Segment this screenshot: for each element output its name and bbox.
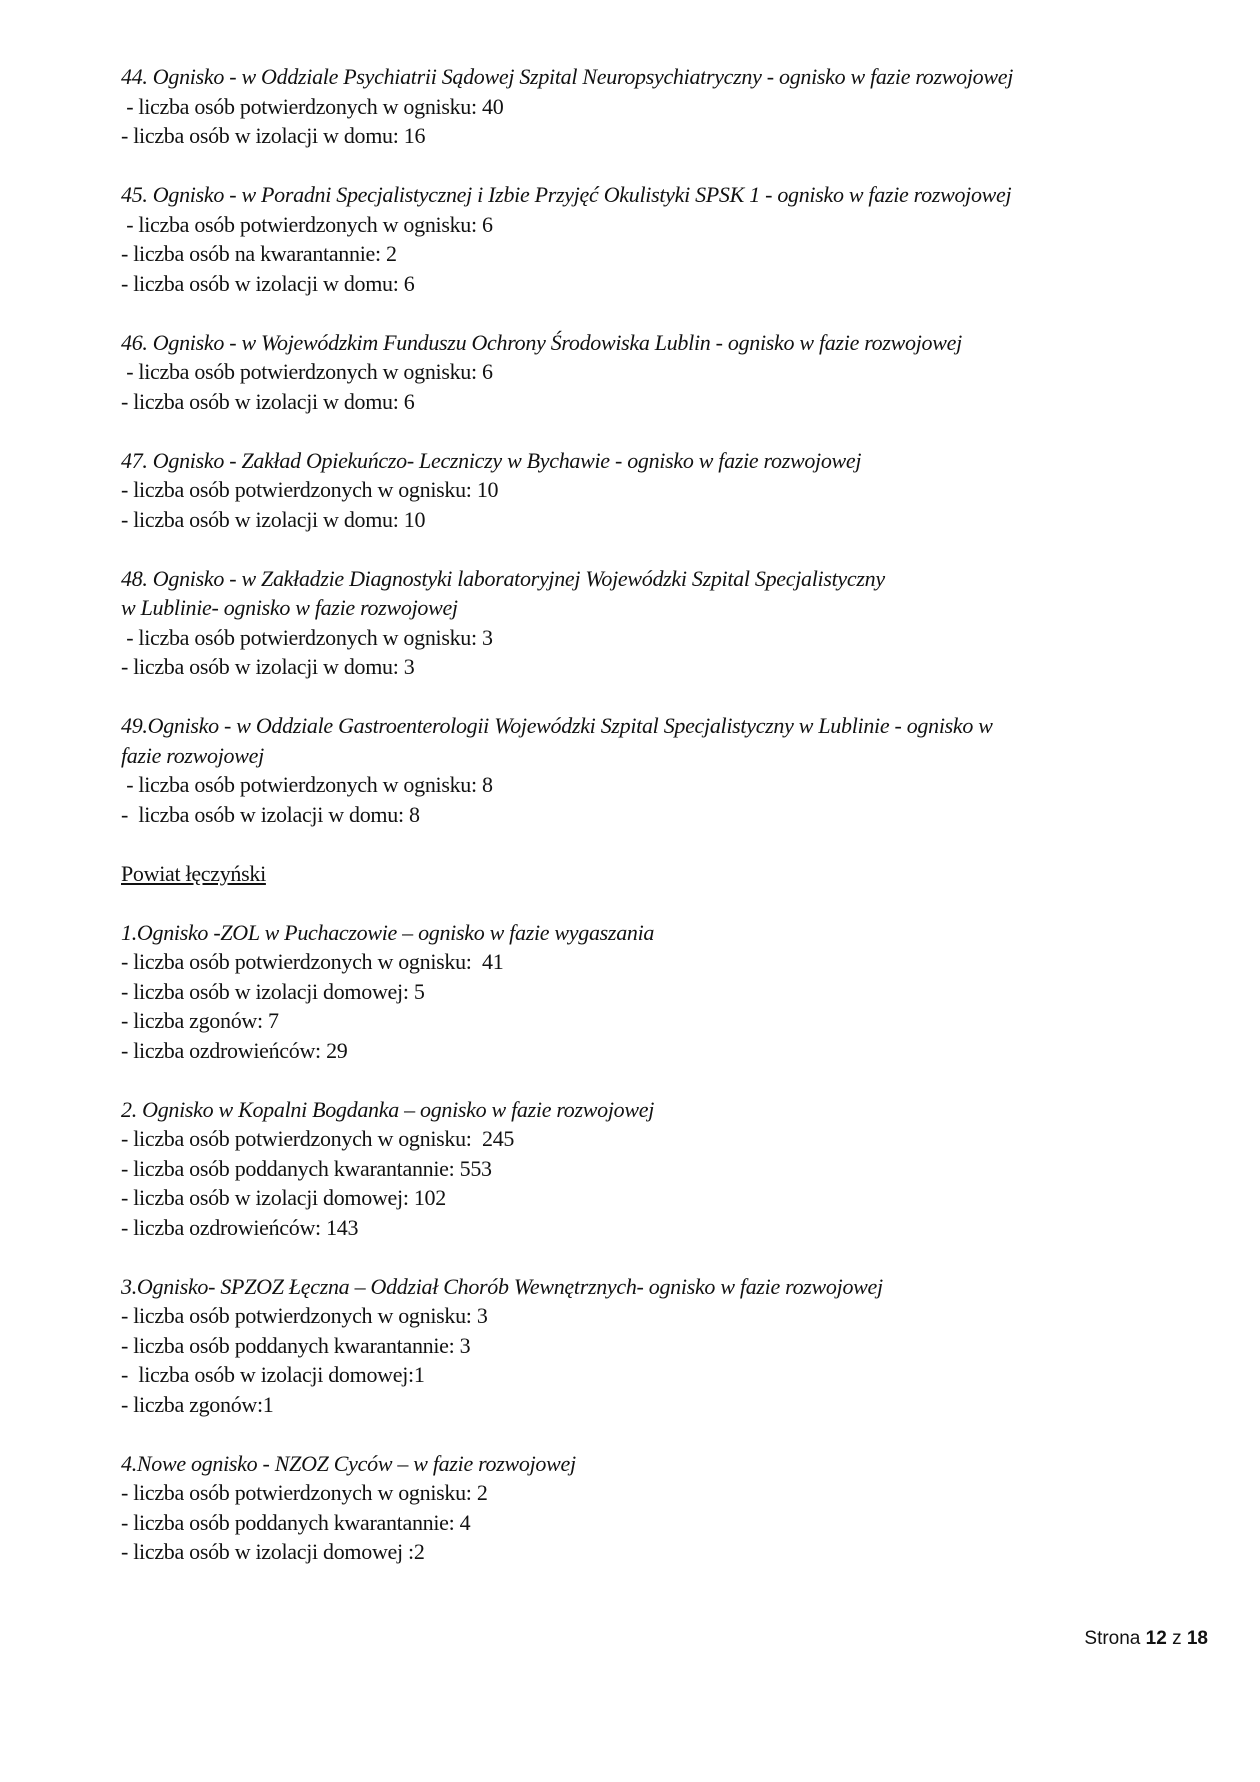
outbreak-entry [121, 564, 1221, 682]
page-number [1084, 1628, 1208, 1650]
total-pages: 18 [1186, 1628, 1208, 1649]
outbreak-stat: - liczba osób potwierdzonych w ognisku: 10 [121, 477, 499, 502]
outbreak-stat: - liczba osób potwierdzonych w ognisku: 6 [121, 359, 493, 384]
outbreak-entry [121, 1095, 1221, 1243]
outbreak-heading: 49.Ognisko - w Oddziale Gastroenterologii Wojewódzki Szpital Specjalistyczny w Lublinie - ognisko w fazie rozwojowej [121, 713, 993, 768]
outbreak-stat: - liczba osób potwierdzonych w ognisku: 41 [121, 949, 504, 974]
outbreak-stat: - liczba osób w izolacji domowej: 102 [121, 1185, 446, 1210]
outbreak-heading: 3.Ognisko- SPZOZ Łęczna – Oddział Chorób Wewnętrznych- ognisko w fazie rozwojowej [121, 1273, 883, 1299]
outbreak-heading: 4.Nowe ognisko - NZOZ Cyców – w fazie rozwojowej [121, 1450, 576, 1476]
outbreak-stat: - liczba ozdrowieńców: 143 [121, 1214, 359, 1240]
section-title: Powiat łęczyński [121, 860, 266, 886]
outbreak-stat: - liczba osób w izolacji w domu: 16 [121, 123, 426, 148]
outbreak-stat: - liczba osób poddanych kwarantannie: 553 [121, 1155, 492, 1181]
page-label: Strona [1084, 1628, 1141, 1649]
outbreak-entry [121, 711, 1221, 829]
outbreak-heading: 46. Ognisko - w Wojewódzkim Funduszu Ochrony Środowiska Lublin - ognisko w fazie rozwojowej [121, 329, 962, 355]
outbreak-stat: - liczba osób potwierdzonych w ognisku: 6 [121, 211, 493, 237]
outbreak-heading: 48. Ognisko - w Zakładzie Diagnostyki laboratoryjnej Wojewódzki Szpital Specjalistyczny w Lublinie- ognisko w fazie rozwojowej [121, 565, 885, 620]
outbreak-stat: - liczba osób potwierdzonych w ognisku: 3 [121, 624, 493, 650]
outbreak-stat: - liczba osób w izolacji w domu: 6 [121, 388, 415, 414]
outbreak-stat: - liczba osób w izolacji w domu: 6 [121, 270, 415, 296]
outbreak-entry [121, 180, 1221, 298]
outbreak-entry [121, 1449, 1221, 1567]
outbreak-stat: - liczba osób w izolacji domowej:1 [121, 1362, 425, 1387]
outbreak-list-leczna [121, 918, 1221, 1567]
outbreak-entry [121, 62, 1221, 151]
outbreak-entry [121, 918, 1221, 1066]
outbreak-stat: - liczba osób poddanych kwarantannie: 4 [121, 1509, 471, 1535]
outbreak-heading: 45. Ognisko - w Poradni Specjalistycznej i Izbie Przyjęć Okulistyki SPSK 1 - ognisko w fazie rozwojowej [121, 182, 1012, 207]
outbreak-heading: 2. Ognisko w Kopalni Bogdanka – ognisko w fazie rozwojowej [121, 1096, 655, 1122]
outbreak-entry [121, 1272, 1221, 1420]
current-page: 12 [1145, 1628, 1167, 1649]
outbreak-stat: - liczba osób potwierdzonych w ognisku: 40 [121, 93, 504, 119]
outbreak-stat: - liczba osób potwierdzonych w ognisku: 245 [121, 1126, 515, 1151]
outbreak-entry [121, 446, 1221, 535]
outbreak-heading: 1.Ognisko -ZOL w Puchaczowie – ognisko w fazie wygaszania [121, 919, 655, 945]
outbreak-stat: - liczba zgonów:1 [121, 1391, 274, 1417]
outbreak-stat: - liczba osób potwierdzonych w ognisku: 8 [121, 772, 493, 797]
outbreak-stat: - liczba osób potwierdzonych w ognisku: 2 [121, 1480, 488, 1505]
outbreak-stat: - liczba zgonów: 7 [121, 1008, 279, 1033]
outbreak-heading: 44. Ognisko - w Oddziale Psychiatrii Sądowej Szpital Neuropsychiatryczny - ognisko w fazie rozwojowej [121, 64, 1014, 89]
outbreak-heading: 47. Ognisko - Zakład Opiekuńczo- Leczniczy w Bychawie - ognisko w fazie rozwojowej [121, 447, 862, 473]
outbreak-stat: - liczba ozdrowieńców: 29 [121, 1037, 348, 1063]
outbreak-entry [121, 328, 1221, 417]
document-body [121, 62, 1221, 1596]
outbreak-list-lublin [121, 62, 1221, 829]
outbreak-stat: - liczba osób na kwarantannie: 2 [121, 241, 397, 266]
outbreak-stat: - liczba osób w izolacji w domu: 10 [121, 506, 426, 532]
outbreak-stat: - liczba osób w izolacji w domu: 8 [121, 801, 420, 827]
outbreak-stat: - liczba osób potwierdzonych w ognisku: 3 [121, 1303, 488, 1328]
page-separator: z [1172, 1628, 1182, 1649]
outbreak-stat: - liczba osób poddanych kwarantannie: 3 [121, 1332, 471, 1358]
outbreak-stat: - liczba osób w izolacji w domu: 3 [121, 654, 415, 679]
outbreak-stat: - liczba osób w izolacji domowej: 5 [121, 978, 425, 1004]
outbreak-stat: - liczba osób w izolacji domowej :2 [121, 1539, 425, 1564]
